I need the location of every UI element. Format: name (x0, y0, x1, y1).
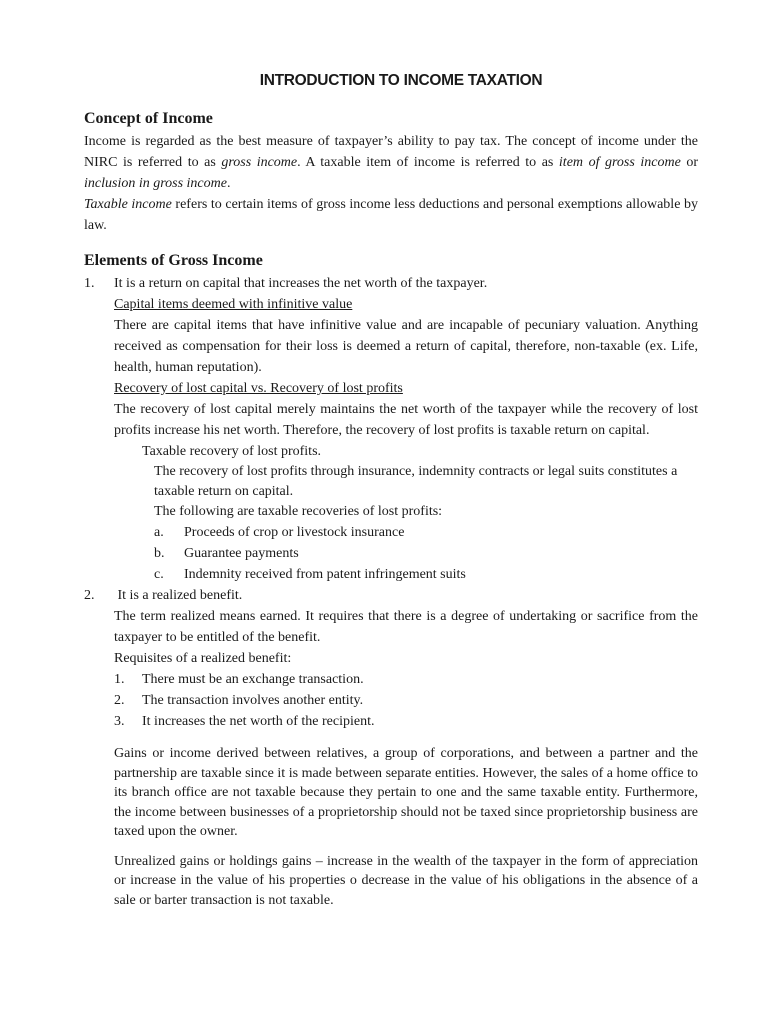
requisites-heading: Requisites of a realized benefit: (114, 651, 292, 666)
sub-heading-recovery: Recovery of lost capital vs. Recovery of lost profits (114, 381, 403, 396)
recovery-text: The recovery of lost capital merely maintains the net worth of the taxpayer while the recovery of lost profits increase his net worth. Therefore, the recovery of lost profits is taxable return on capital. (114, 402, 698, 438)
list-item: b. Guarantee payments (154, 546, 299, 561)
list-item: a. Proceeds of crop or livestock insurance (154, 525, 405, 540)
elements-section (84, 252, 698, 910)
sub-heading-taxable-recovery: Taxable recovery of lost profits. (142, 444, 322, 459)
list-item: 1. There must be an exchange transaction. (114, 672, 364, 687)
element-item-1: 1. It is a return on capital that increases the net worth of the taxpayer. (84, 276, 488, 291)
list-item: 3. It increases the net worth of the recipient. (114, 714, 375, 729)
concept-heading: Concept of Income (84, 110, 213, 127)
element-item-2-body (114, 606, 698, 669)
taxable-recovery-body (154, 462, 698, 522)
elements-heading: Elements of Gross Income (84, 252, 263, 269)
related-entities-paragraph: Gains or income derived between relatives, a group of corporations, and between a partner and the partnership are taxable since it is made between separate entities. However, the sales of a home office to its branch office are not taxable because they pertain to one and the same taxable entity. Furthermore, the income between businesses of a proprietorship should not be taxed since proprietorship business are taxed upon the owner. (114, 746, 698, 839)
element-item-2: 2. It is a realized benefit. (84, 588, 243, 603)
unrealized-gains-paragraph: Unrealized gains or holdings gains – increase in the wealth of the taxpayer in the form of appreciation or increase in the value of his properties o decrease in the value of his obligations in the absence of a sale or barter transaction is not taxable. (114, 853, 698, 908)
concept-paragraph-2: Taxable income refers to certain items of gross income less deductions and personal exemptions allowable by law. (84, 197, 698, 233)
concept-section (84, 110, 698, 236)
taxable-recovery-list (154, 522, 698, 585)
infinitive-value-text: There are capital items that have infinitive value and are incapable of pecuniary valuation. Anything received as compensation for their loss is deemed a return of capital, therefore, non-taxable (ex. Life, health, human reputation). (114, 318, 698, 375)
taxable-recovery-text: The recovery of lost profits through insurance, indemnity contracts or legal suits constitutes a taxable return on capital. (154, 464, 678, 499)
list-item: c. Indemnity received from patent infringement suits (154, 567, 466, 582)
concept-paragraph-1: Income is regarded as the best measure of taxpayer’s ability to pay tax. The concept of income under the NIRC is referred to as gross income. A taxable item of income is referred to as item of gross income or inclusion in gross income. (84, 134, 698, 191)
document-title: INTRODUCTION TO INCOME TAXATION (259, 72, 543, 89)
realized-benefit-text: The term realized means earned. It requires that there is a degree of undertaking or sacrifice from the taxpayer to be entitled of the benefit. (114, 609, 698, 645)
list-item: 2. The transaction involves another entity. (114, 693, 364, 708)
requisites-list (114, 669, 698, 732)
taxable-recovery-list-intro: The following are taxable recoveries of lost profits: (154, 504, 443, 519)
sub-heading-infinitive-value: Capital items deemed with infinitive value (114, 297, 353, 312)
element-item-1-body (114, 294, 698, 441)
